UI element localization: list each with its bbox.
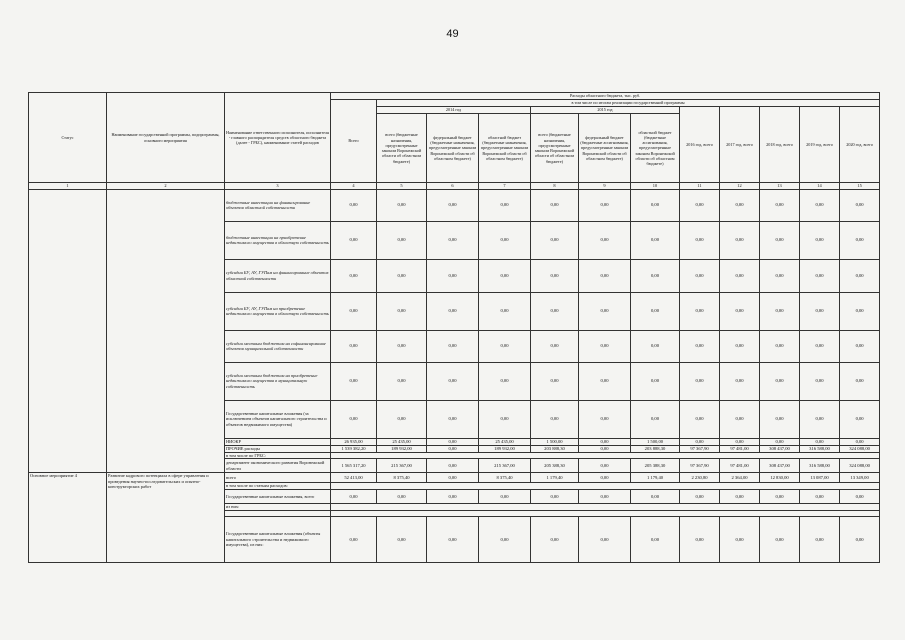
value-cell: 0,00 bbox=[840, 362, 880, 400]
column-number: 8 bbox=[531, 183, 579, 190]
empty-status-cell bbox=[29, 189, 107, 473]
value-cell: 0,00 bbox=[631, 400, 680, 438]
value-cell: 0,00 bbox=[800, 517, 840, 563]
column-number: 4 bbox=[331, 183, 377, 190]
value-cell: 0,00 bbox=[427, 292, 479, 330]
header-col-11: 2016 год, всего bbox=[680, 107, 720, 183]
value-cell: 0,00 bbox=[800, 292, 840, 330]
value-cell: 0,00 bbox=[720, 330, 760, 362]
row-label: бюджетные инвестиции на приобретение недвижимого имущества в областную собственность bbox=[225, 221, 331, 259]
value-cell: 13 349,00 bbox=[840, 473, 880, 483]
measure-status: Основное мероприятие 4 bbox=[29, 473, 107, 563]
row-label: субсидии БУ, АУ, ГУПам на приобретение недвижимого имущества в областную собственность bbox=[225, 292, 331, 330]
value-cell: 0,00 bbox=[800, 330, 840, 362]
value-cell: 8 375,40 bbox=[377, 473, 427, 483]
value-cell: 0,00 bbox=[680, 221, 720, 259]
header-col-7: областной бюджет (бюджетные назначения, предусмотренные законом Воронежской области об областном бюджете) bbox=[479, 114, 531, 183]
header-year-2014: 2014 год bbox=[377, 107, 531, 114]
value-cell: 0,00 bbox=[760, 330, 800, 362]
row-label: субсидии местным бюджетам на софинансирование объектов муниципальной собственности bbox=[225, 330, 331, 362]
row-label: в том числе по статьям расходов: bbox=[225, 483, 331, 490]
header-year-2015: 2015 год bbox=[531, 107, 680, 114]
value-cell: 0,00 bbox=[680, 400, 720, 438]
value-cell: 0,00 bbox=[680, 189, 720, 221]
row-label: Государственные капитальные вложения, всего bbox=[225, 490, 331, 504]
value-cell: 97 367,90 bbox=[680, 445, 720, 452]
value-cell: 0,00 bbox=[579, 330, 631, 362]
header-executor: Наименование ответственного исполнителя, исполнителя - главного распорядителя средств областного бюджета (далее - ГРБС), наименование статей расходов bbox=[225, 93, 331, 183]
value-cell: 97 481,00 bbox=[720, 459, 760, 473]
value-cell: 0,00 bbox=[760, 517, 800, 563]
value-cell: 52 413,00 bbox=[331, 473, 377, 483]
value-cell: 0,00 bbox=[427, 221, 479, 259]
value-cell: 0,00 bbox=[579, 445, 631, 452]
value-cell: 0,00 bbox=[840, 400, 880, 438]
empty-values bbox=[331, 504, 880, 511]
value-cell: 0,00 bbox=[579, 459, 631, 473]
value-cell: 0,00 bbox=[531, 189, 579, 221]
value-cell: 0,00 bbox=[479, 517, 531, 563]
value-cell: 189 932,00 bbox=[377, 445, 427, 452]
column-number: 3 bbox=[225, 183, 331, 190]
value-cell: 0,00 bbox=[760, 362, 800, 400]
row-label: Государственные капитальные вложения (за исключением объектов капитального строительства и объектов недвижимого имущества) bbox=[225, 400, 331, 438]
value-cell: 0,00 bbox=[531, 221, 579, 259]
value-cell: 0,00 bbox=[840, 259, 880, 292]
value-cell: 0,00 bbox=[579, 189, 631, 221]
value-cell: 308 437,00 bbox=[760, 445, 800, 452]
value-cell: 0,00 bbox=[377, 259, 427, 292]
value-cell: 0,00 bbox=[331, 362, 377, 400]
page-number: 49 bbox=[446, 28, 459, 40]
value-cell: 0,00 bbox=[579, 400, 631, 438]
row-label: НИОКР bbox=[225, 438, 331, 445]
value-cell: 0,00 bbox=[760, 189, 800, 221]
value-cell: 0,00 bbox=[331, 330, 377, 362]
value-cell: 0,00 bbox=[427, 189, 479, 221]
value-cell: 0,00 bbox=[680, 517, 720, 563]
value-cell: 0,00 bbox=[531, 259, 579, 292]
measure-name: Развитие кадрового потенциала в сфере управления и проведения научно-исследовательских и опытно-конструкторских работ bbox=[107, 473, 225, 563]
row-label: всего bbox=[225, 473, 331, 483]
value-cell: 215 367,00 bbox=[479, 459, 531, 473]
value-cell: 0,00 bbox=[800, 259, 840, 292]
value-cell: 0,00 bbox=[680, 292, 720, 330]
value-cell: 0,00 bbox=[800, 362, 840, 400]
value-cell: 0,00 bbox=[579, 517, 631, 563]
header-including-results: в том числе по итогам реализации государственной программы bbox=[377, 100, 880, 107]
value-cell: 0,00 bbox=[479, 490, 531, 504]
value-cell: 0,00 bbox=[479, 259, 531, 292]
value-cell: 0,00 bbox=[840, 438, 880, 445]
value-cell: 0,00 bbox=[377, 517, 427, 563]
value-cell: 205 388,30 bbox=[531, 459, 579, 473]
empty-values bbox=[331, 483, 880, 490]
budget-table bbox=[28, 92, 880, 563]
value-cell: 203 888,30 bbox=[631, 445, 680, 452]
value-cell: 0,00 bbox=[479, 400, 531, 438]
value-cell: 97 367,90 bbox=[680, 459, 720, 473]
value-cell: 1 179,40 bbox=[631, 473, 680, 483]
value-cell: 0,00 bbox=[427, 330, 479, 362]
value-cell: 0,00 bbox=[760, 438, 800, 445]
value-cell: 189 932,00 bbox=[479, 445, 531, 452]
value-cell: 2 230,80 bbox=[680, 473, 720, 483]
header-col-15: 2020 год, всего bbox=[840, 107, 880, 183]
row-label: бюджетные инвестиции на финансирование объектов областной собственности bbox=[225, 189, 331, 221]
value-cell: 0,00 bbox=[377, 292, 427, 330]
empty-program-cell bbox=[107, 189, 225, 473]
value-cell: 0,00 bbox=[760, 490, 800, 504]
value-cell: 25 435,00 bbox=[377, 438, 427, 445]
table-row bbox=[29, 189, 880, 221]
value-cell: 0,00 bbox=[531, 517, 579, 563]
column-number: 10 bbox=[631, 183, 680, 190]
value-cell: 1 179,40 bbox=[531, 473, 579, 483]
value-cell: 1 539 382,20 bbox=[331, 445, 377, 452]
header-col-6: федеральный бюджет (бюджетные назначения, предусмотренные законом Воронежской области об областном бюджете) bbox=[427, 114, 479, 183]
value-cell: 203 888,30 bbox=[531, 445, 579, 452]
header-col-12: 2017 год, всего bbox=[720, 107, 760, 183]
value-cell: 0,00 bbox=[760, 400, 800, 438]
value-cell: 0,00 bbox=[479, 362, 531, 400]
value-cell: 0,00 bbox=[680, 438, 720, 445]
value-cell: 0,00 bbox=[331, 400, 377, 438]
column-number: 5 bbox=[377, 183, 427, 190]
value-cell: 0,00 bbox=[800, 400, 840, 438]
value-cell: 0,00 bbox=[331, 259, 377, 292]
value-cell: 0,00 bbox=[579, 259, 631, 292]
value-cell: 0,00 bbox=[377, 400, 427, 438]
table-body bbox=[29, 189, 880, 563]
value-cell: 12 830,00 bbox=[760, 473, 800, 483]
value-cell: 0,00 bbox=[427, 259, 479, 292]
value-cell: 0,00 bbox=[720, 292, 760, 330]
value-cell: 0,00 bbox=[720, 400, 760, 438]
value-cell: 0,00 bbox=[427, 400, 479, 438]
value-cell: 0,00 bbox=[331, 292, 377, 330]
column-number: 12 bbox=[720, 183, 760, 190]
value-cell: 308 437,00 bbox=[760, 459, 800, 473]
value-cell: 0,00 bbox=[800, 189, 840, 221]
value-cell: 0,00 bbox=[331, 517, 377, 563]
header-program-name: Наименование государственной программы, подпрограммы, основного мероприятия bbox=[107, 93, 225, 183]
value-cell: 0,00 bbox=[377, 330, 427, 362]
value-cell: 0,00 bbox=[427, 362, 479, 400]
value-cell: 0,00 bbox=[479, 330, 531, 362]
header-col-5: всего (бюджетные назначения, предусмотренные законом Воронежской области об областном бюджете) bbox=[377, 114, 427, 183]
value-cell: 215 367,00 bbox=[377, 459, 427, 473]
header-col-14: 2019 год, всего bbox=[800, 107, 840, 183]
value-cell: 0,00 bbox=[427, 490, 479, 504]
value-cell: 0,00 bbox=[680, 362, 720, 400]
value-cell: 0,00 bbox=[840, 189, 880, 221]
value-cell: 0,00 bbox=[479, 292, 531, 330]
value-cell: 324 088,00 bbox=[840, 445, 880, 452]
value-cell: 0,00 bbox=[531, 330, 579, 362]
value-cell: 0,00 bbox=[720, 221, 760, 259]
value-cell: 97 481,00 bbox=[720, 445, 760, 452]
value-cell: 0,00 bbox=[760, 221, 800, 259]
header-expenses: Расходы областного бюджета, тыс. руб. bbox=[331, 93, 880, 100]
value-cell: 0,00 bbox=[720, 362, 760, 400]
value-cell: 0,00 bbox=[579, 490, 631, 504]
header-col-8: всего (бюджетные назначения, предусмотренные законом Воронежской области об областном бюджете) bbox=[531, 114, 579, 183]
value-cell: 0,00 bbox=[800, 221, 840, 259]
column-number: 2 bbox=[107, 183, 225, 190]
value-cell: 0,00 bbox=[631, 330, 680, 362]
value-cell: 0,00 bbox=[840, 490, 880, 504]
value-cell: 0,00 bbox=[331, 221, 377, 259]
value-cell: 0,00 bbox=[840, 517, 880, 563]
value-cell: 0,00 bbox=[531, 362, 579, 400]
value-cell: 0,00 bbox=[427, 459, 479, 473]
value-cell: 8 375,40 bbox=[479, 473, 531, 483]
row-label: департамент экономического развития Воронежской области bbox=[225, 459, 331, 473]
value-cell: 0,00 bbox=[427, 438, 479, 445]
value-cell: 0,00 bbox=[800, 490, 840, 504]
column-number: 6 bbox=[427, 183, 479, 190]
measure4-total-row bbox=[29, 473, 880, 483]
value-cell: 0,00 bbox=[760, 259, 800, 292]
value-cell: 0,00 bbox=[720, 259, 760, 292]
value-cell: 0,00 bbox=[631, 362, 680, 400]
row-label: Государственные капитальные вложения (объекты капитального строительства и недвижимого имущества), из них: bbox=[225, 517, 331, 563]
value-cell: 0,00 bbox=[680, 330, 720, 362]
value-cell: 0,00 bbox=[377, 490, 427, 504]
value-cell: 0,00 bbox=[531, 400, 579, 438]
column-number: 1 bbox=[29, 183, 107, 190]
value-cell: 0,00 bbox=[377, 189, 427, 221]
value-cell: 0,00 bbox=[427, 445, 479, 452]
value-cell: 324 088,00 bbox=[840, 459, 880, 473]
value-cell: 316 588,00 bbox=[800, 445, 840, 452]
value-cell: 0,00 bbox=[377, 221, 427, 259]
value-cell: 0,00 bbox=[331, 189, 377, 221]
column-number: 15 bbox=[840, 183, 880, 190]
value-cell: 0,00 bbox=[579, 292, 631, 330]
value-cell: 0,00 bbox=[531, 292, 579, 330]
value-cell: 0,00 bbox=[720, 517, 760, 563]
value-cell: 0,00 bbox=[427, 473, 479, 483]
value-cell: 0,00 bbox=[840, 292, 880, 330]
value-cell: 0,00 bbox=[631, 517, 680, 563]
column-number: 9 bbox=[579, 183, 631, 190]
value-cell: 0,00 bbox=[631, 292, 680, 330]
value-cell: 1 500,00 bbox=[631, 438, 680, 445]
value-cell: 0,00 bbox=[680, 490, 720, 504]
column-number: 7 bbox=[479, 183, 531, 190]
value-cell: 0,00 bbox=[479, 221, 531, 259]
value-cell: 0,00 bbox=[531, 490, 579, 504]
column-number: 13 bbox=[760, 183, 800, 190]
value-cell: 0,00 bbox=[720, 490, 760, 504]
value-cell: 0,00 bbox=[631, 221, 680, 259]
value-cell: 0,00 bbox=[840, 221, 880, 259]
value-cell: 0,00 bbox=[800, 438, 840, 445]
value-cell: 205 388,30 bbox=[631, 459, 680, 473]
row-label: субсидии БУ, АУ, ГУПам на финансирование объектов областной собственности bbox=[225, 259, 331, 292]
row-label: субсидии местным бюджетам на приобретение недвижимого имущества в муниципальную собственность bbox=[225, 362, 331, 400]
row-label: из них: bbox=[225, 504, 331, 511]
value-cell: 0,00 bbox=[579, 362, 631, 400]
value-cell: 0,00 bbox=[631, 490, 680, 504]
value-cell: 1 500,00 bbox=[531, 438, 579, 445]
value-cell: 0,00 bbox=[579, 221, 631, 259]
header-total: Всего bbox=[331, 100, 377, 183]
value-cell: 26 935,00 bbox=[331, 438, 377, 445]
header-col-9: федеральный бюджет (бюджетные ассигнования, предусмотренные законом Воронежской области об областном бюджете) bbox=[579, 114, 631, 183]
column-number: 14 bbox=[800, 183, 840, 190]
column-number: 11 bbox=[680, 183, 720, 190]
value-cell: 0,00 bbox=[579, 438, 631, 445]
row-label: в том числе по ГРБС: bbox=[225, 452, 331, 459]
value-cell: 0,00 bbox=[760, 292, 800, 330]
value-cell: 316 588,00 bbox=[800, 459, 840, 473]
value-cell: 0,00 bbox=[840, 330, 880, 362]
header-col-10: областной бюджет (бюджетные ассигнования, предусмотренные законом Воронежской области об областном бюджете) bbox=[631, 114, 680, 183]
value-cell: 1 565 317,20 bbox=[331, 459, 377, 473]
value-cell: 0,00 bbox=[631, 259, 680, 292]
value-cell: 2 364,00 bbox=[720, 473, 760, 483]
value-cell: 0,00 bbox=[427, 517, 479, 563]
header-col-13: 2018 год, всего bbox=[760, 107, 800, 183]
value-cell: 0,00 bbox=[579, 473, 631, 483]
value-cell: 0,00 bbox=[720, 189, 760, 221]
row-label: ПРОЧИЕ расходы bbox=[225, 445, 331, 452]
value-cell: 25 435,00 bbox=[479, 438, 531, 445]
value-cell: 0,00 bbox=[479, 189, 531, 221]
value-cell: 0,00 bbox=[331, 490, 377, 504]
value-cell: 0,00 bbox=[631, 189, 680, 221]
value-cell: 13 087,00 bbox=[800, 473, 840, 483]
header-status: Статус bbox=[29, 93, 107, 183]
value-cell: 0,00 bbox=[680, 259, 720, 292]
value-cell: 0,00 bbox=[720, 438, 760, 445]
value-cell: 0,00 bbox=[377, 362, 427, 400]
